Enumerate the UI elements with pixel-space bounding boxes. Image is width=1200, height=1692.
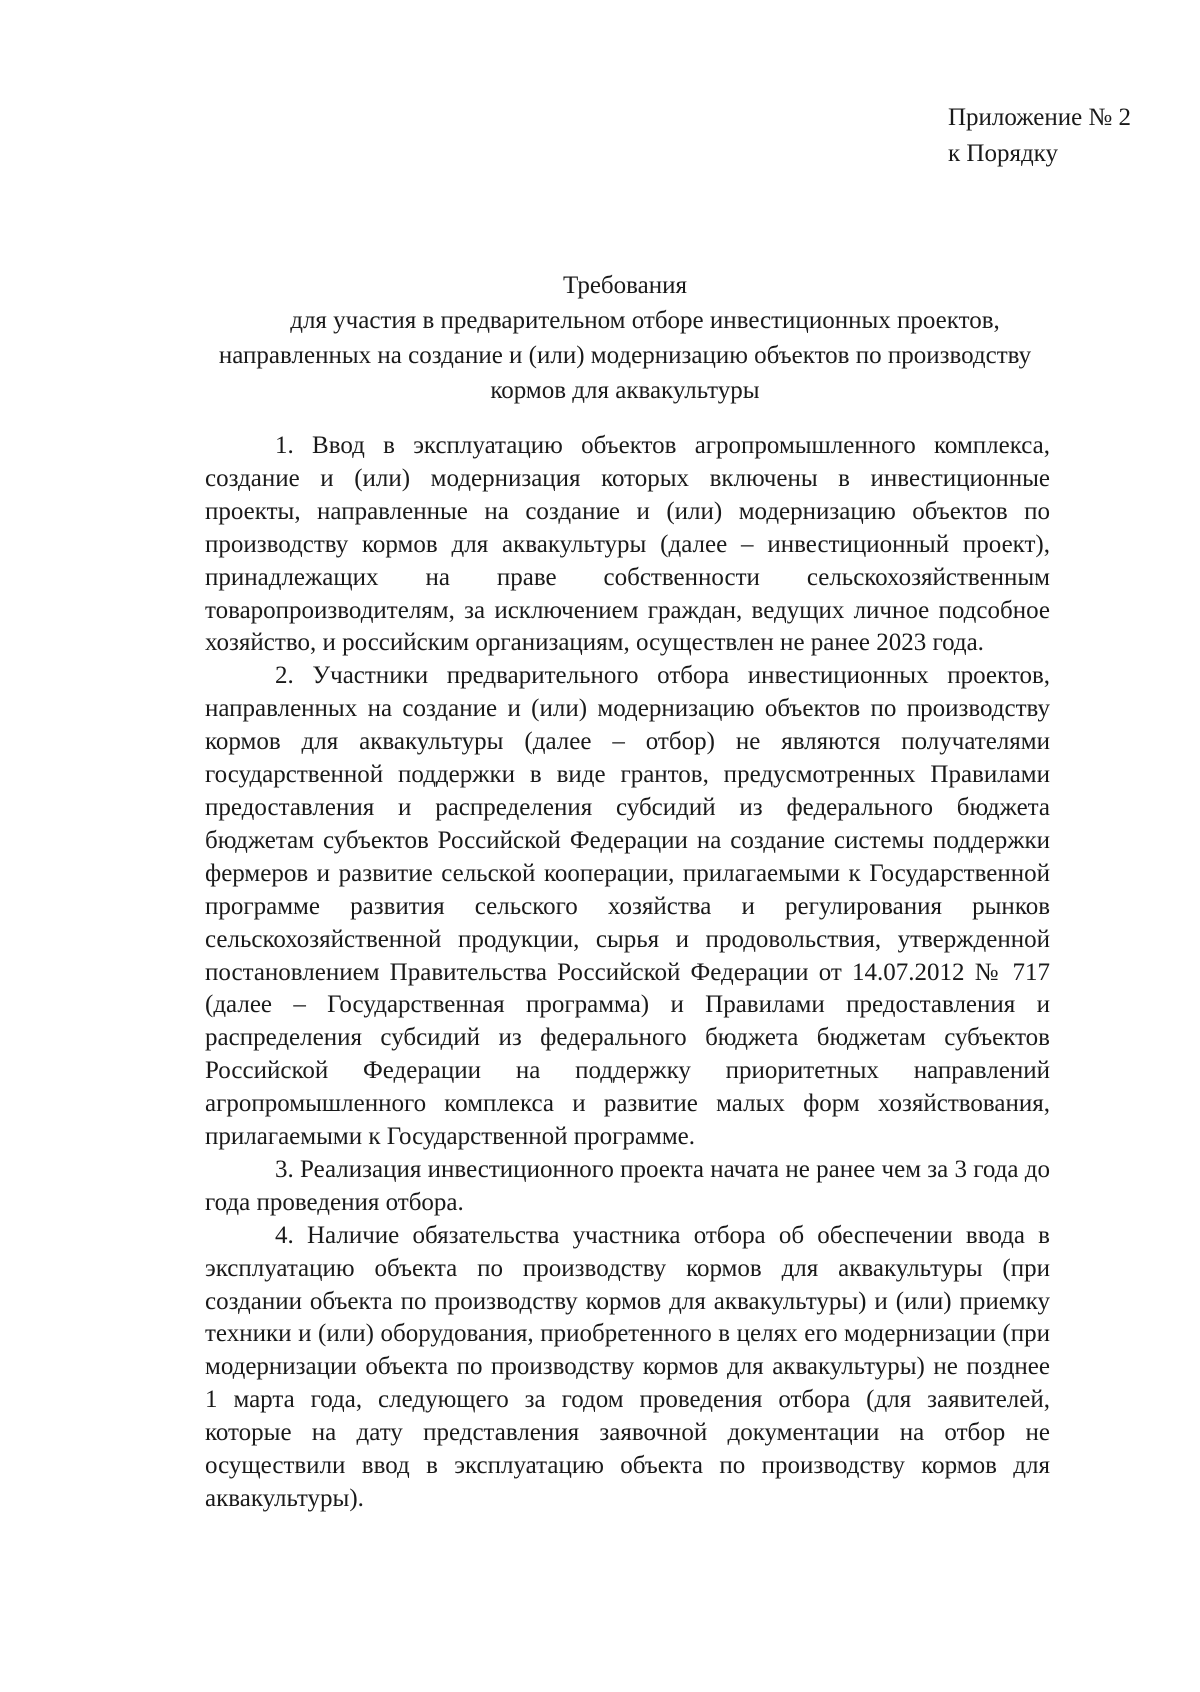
- paragraph-4: 4. Наличие обязательства участника отбора об обеспечении ввода в эксплуатацию объекта по производству кормов для аквакультуры (при создании объекта по производству кормов для аквакультуры) и (или) приемку техники и (или) оборудования, приобретенного в целях его модернизации (при модернизации объекта по производству кормов для аквакультуры) не позднее 1 марта года, следующего за годом проведения отбора (для заявителей, которые на дату представления заявочной документации на отбор не осуществили ввод в эксплуатацию объекта по производству кормов для аквакультуры).: [205, 1221, 1050, 1512]
- appendix-reference: к Порядку: [948, 140, 1058, 167]
- paragraph-3: 3. Реализация инвестиционного проекта начата не ранее чем за 3 года до года проведения отбора.: [205, 1155, 1050, 1216]
- paragraph-2: 2. Участники предварительного отбора инвестиционных проектов, направленных на создание и (или) модернизацию объектов по производству кормов для аквакультуры (далее – отбор) не являются получателями государственной поддержки в виде грантов, предусмотренных Правилами предоставления и распределения субсидий из федерального бюджета бюджетам субъектов Российской Федерации на создание системы поддержки фермеров и развитие сельской кооперации, прилагаемыми к Государственной программе развития сельского хозяйства и регулирования рынков сельскохозяйственной продукции, сырья и продовольствия, утвержденной постановлением Правительства Российской Федерации от 14.07.2012 № 717 (далее – Государственная программа) и Правилами предоставления и распределения субсидий из федерального бюджета бюджетам субъектов Российской Федерации на поддержку приоритетных направлений агропромышленного комплекса и развитие малых форм хозяйствования, прилагаемыми к Государственной программе.: [205, 662, 1050, 1151]
- appendix-number: Приложение № 2: [948, 104, 1132, 131]
- appendix-note: [948, 100, 1131, 172]
- title-line-3: кормов для аквакультуры: [490, 377, 760, 404]
- document-title: [200, 268, 1050, 408]
- title-line-2: направленных на создание и (или) модернизацию объектов по производству: [218, 342, 1032, 369]
- title-heading: Требования: [563, 272, 687, 299]
- document-body: [205, 430, 1050, 1516]
- paragraph-1: 1. Ввод в эксплуатацию объектов агропромышленного комплекса, создание и (или) модернизация которых включены в инвестиционные проекты, направленные на создание и (или) модернизацию объектов по производству кормов для аквакультуры (далее – инвестиционный проект), принадлежащих на праве собственности сельскохозяйственным товаропроизводителям, за исключением граждан, ведущих личное подсобное хозяйство, и российским организациям, осуществлен не ранее 2023 года.: [205, 432, 1050, 657]
- title-line-1: для участия в предварительном отборе инвестиционных проектов,: [290, 307, 1000, 334]
